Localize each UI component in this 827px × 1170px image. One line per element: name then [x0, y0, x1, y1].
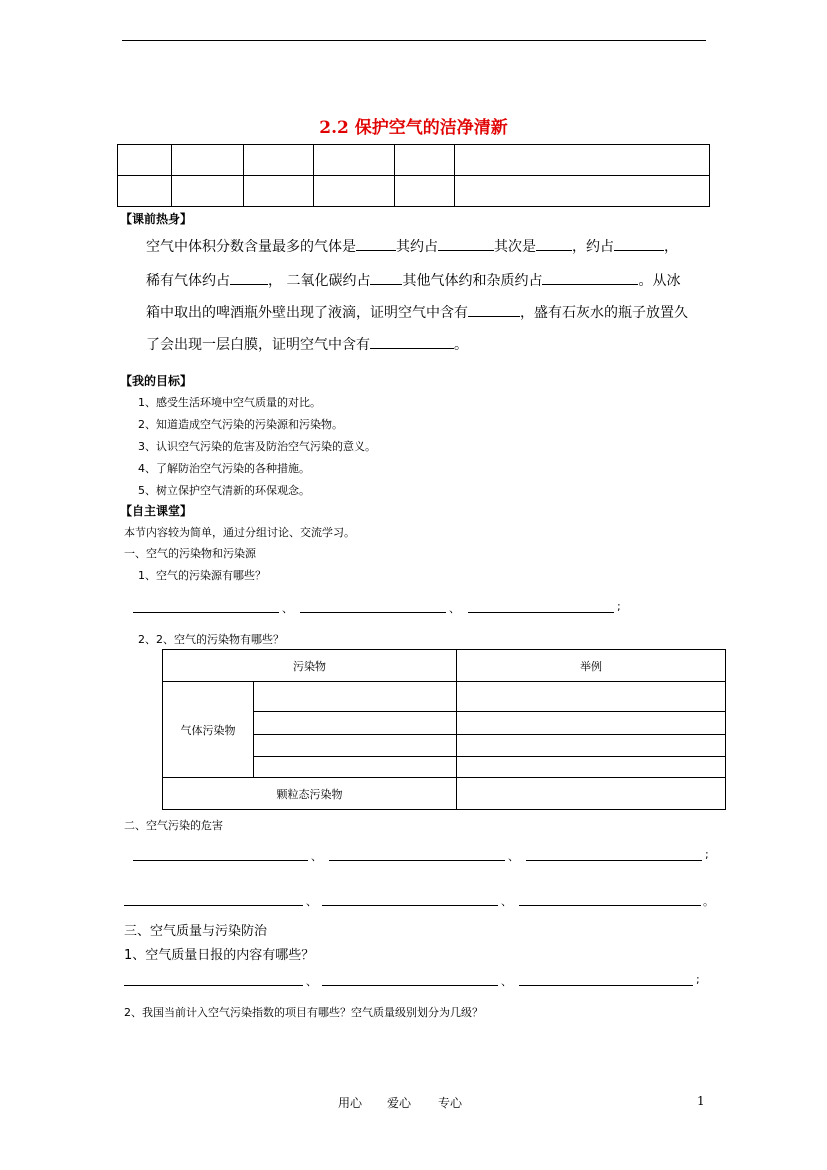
- answer-line[interactable]: [322, 985, 498, 986]
- gas-pollutant-label: 气体污染物: [163, 682, 254, 778]
- warmup-line-4: [146, 334, 468, 354]
- blank[interactable]: [542, 270, 638, 285]
- answer-line[interactable]: [124, 985, 303, 986]
- example-cell[interactable]: [457, 712, 726, 735]
- info-cell: [172, 176, 244, 207]
- text: ，: [664, 239, 678, 255]
- blank[interactable]: [230, 270, 268, 285]
- answer-line[interactable]: [468, 612, 614, 613]
- example-cell[interactable]: [457, 682, 726, 712]
- info-cell: [244, 176, 314, 207]
- info-cell: [314, 176, 395, 207]
- blank[interactable]: [356, 236, 396, 251]
- page-number: 1: [697, 1094, 705, 1108]
- separator: 、: [306, 975, 317, 988]
- part3-heading: 三、空气质量与污染防治: [124, 924, 268, 939]
- footer-text-left: 用心: [338, 1096, 363, 1110]
- answer-line[interactable]: [133, 612, 279, 613]
- info-cell: [118, 145, 172, 176]
- goal-item: 3、认识空气污染的危害及防治空气污染的意义。: [138, 440, 376, 453]
- answer-line[interactable]: [526, 860, 702, 861]
- warmup-heading: 【课前热身】: [120, 212, 193, 226]
- info-cell: [314, 145, 395, 176]
- text: 其次是: [494, 239, 536, 255]
- separator: 、: [449, 602, 460, 615]
- info-cell: [118, 176, 172, 207]
- goal-item: 5、树立保护空气清新的环保观念。: [138, 484, 310, 497]
- info-cell: [455, 176, 710, 207]
- blank[interactable]: [438, 236, 494, 251]
- separator: 、: [508, 850, 519, 863]
- goal-item: 1、感受生活环境中空气质量的对比。: [138, 396, 321, 409]
- header-rule: [122, 40, 706, 41]
- blank[interactable]: [370, 270, 402, 285]
- self-study-heading: 【自主课堂】: [120, 504, 193, 518]
- separator: 、: [501, 895, 512, 908]
- separator: ;: [696, 973, 700, 986]
- separator: 、: [306, 895, 317, 908]
- example-cell[interactable]: [457, 735, 726, 757]
- text: 空气中体积分数含量最多的气体是: [146, 239, 356, 255]
- text: 其约占: [396, 239, 438, 255]
- info-cell: [395, 176, 455, 207]
- text: 稀有气体约占: [146, 273, 230, 289]
- part2-heading: 二、空气污染的危害: [124, 819, 223, 832]
- warmup-line-2: [146, 270, 680, 290]
- separator: 、: [311, 850, 322, 863]
- separator: 。: [703, 895, 714, 908]
- goal-item: 2、知道造成空气污染的污染源和污染物。: [138, 418, 343, 431]
- text: ，约占: [572, 239, 614, 255]
- text: 。: [454, 337, 468, 353]
- question-3: 1、空气质量日报的内容有哪些？: [124, 948, 315, 963]
- pollutant-table: [162, 649, 726, 810]
- blank[interactable]: [536, 236, 572, 251]
- text: ，盛有石灰水的瓶子放置久: [520, 305, 688, 321]
- question-1: 1、空气的污染源有哪些？: [138, 569, 266, 582]
- question-4: 2、我国当前计入空气污染指数的项目有哪些？空气质量级别划分为几级？: [124, 1006, 483, 1019]
- answer-line[interactable]: [329, 860, 505, 861]
- answer-line[interactable]: [300, 612, 446, 613]
- info-cell: [455, 145, 710, 176]
- example-cell[interactable]: [457, 778, 726, 810]
- answer-line[interactable]: [519, 985, 693, 986]
- example-cell[interactable]: [457, 757, 726, 778]
- answer-line[interactable]: [133, 860, 308, 861]
- part1-heading: 一、空气的污染物和污染源: [124, 547, 256, 560]
- info-cell: [244, 145, 314, 176]
- answer-line[interactable]: [519, 905, 701, 906]
- footer-text-right: 专心: [438, 1096, 463, 1110]
- header-pollutant: 污染物: [163, 650, 457, 682]
- page-title: 2.2 保护空气的洁净清新: [319, 118, 508, 138]
- text: 。从冰: [638, 273, 681, 289]
- answer-line[interactable]: [124, 905, 303, 906]
- text: 箱中取出的啤酒瓶外壁出现了液滴，证明空气中含有: [146, 305, 468, 321]
- question-2: 2、2、空气的污染物有哪些？: [138, 633, 284, 646]
- warmup-line-3: [146, 302, 688, 322]
- info-cell: [172, 145, 244, 176]
- text: 了会出现一层白膜，证明空气中含有: [146, 337, 370, 353]
- info-table: [117, 144, 710, 207]
- pollutant-cell[interactable]: [254, 735, 457, 757]
- goals-heading: 【我的目标】: [120, 374, 193, 388]
- text: 其他气体约和杂质约占: [402, 273, 543, 289]
- info-cell: [395, 145, 455, 176]
- blank[interactable]: [614, 236, 664, 251]
- separator: 、: [282, 602, 293, 615]
- separator: ;: [617, 600, 621, 613]
- warmup-line-1: [146, 236, 678, 256]
- particle-pollutant-label: 颗粒态污染物: [163, 778, 457, 810]
- pollutant-cell[interactable]: [254, 682, 457, 712]
- blank[interactable]: [468, 302, 520, 317]
- answer-line[interactable]: [322, 905, 498, 906]
- pollutant-cell[interactable]: [254, 712, 457, 735]
- footer-text-mid: 爱心: [387, 1096, 412, 1110]
- separator: ;: [705, 848, 709, 861]
- blank[interactable]: [370, 334, 454, 349]
- pollutant-cell[interactable]: [254, 757, 457, 778]
- goal-item: 4、了解防治空气污染的各种措施。: [138, 462, 310, 475]
- text: ， 二氧化碳约占: [268, 273, 371, 289]
- self-study-intro: 本节内容较为简单，通过分组讨论、交流学习。: [124, 526, 355, 539]
- separator: 、: [501, 975, 512, 988]
- header-example: 举例: [457, 650, 726, 682]
